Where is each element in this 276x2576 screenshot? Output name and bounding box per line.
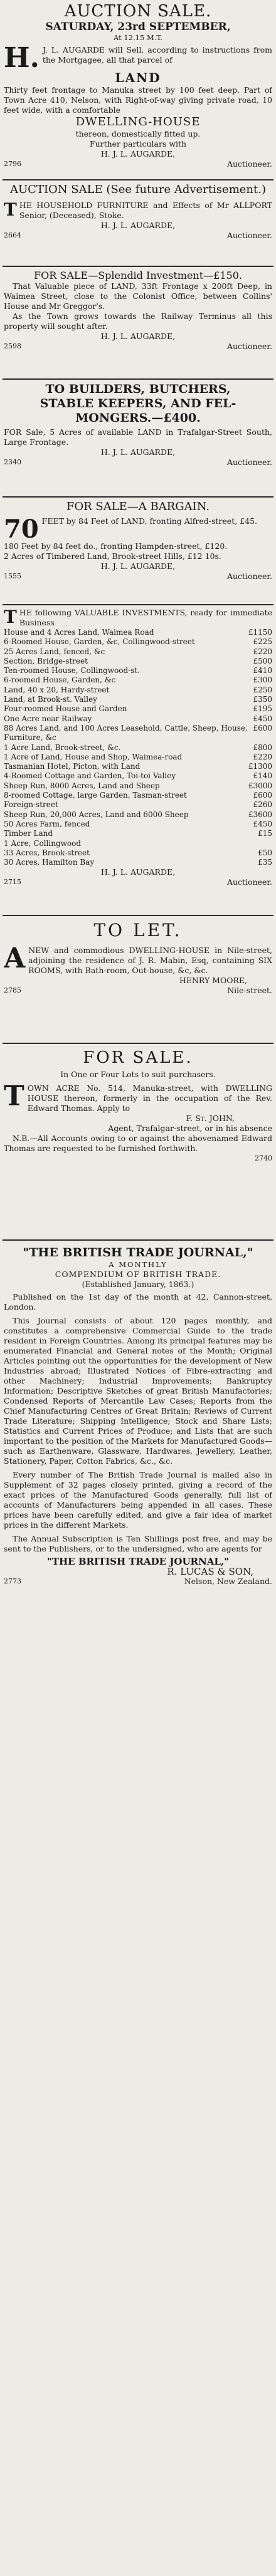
list-item: 1 Acre, Collingwood [4,838,82,848]
list-item: Tasmanian Hotel, Picton, with Land £1300 [4,762,272,771]
for-sale-town-acre-ad [4,1049,272,1237]
auctioneer-name: H. J. L. AUGARDE, [100,149,176,159]
ad-footer [4,342,272,352]
ad-body: This Journal consists of about 120 pages monthly, and constitutes a comprehensive Commercial Guide to the trade resident in Foreign Countries. Among its principal features may be enumerated Financial and General notes of the Month; Original Articles pointing out the opportunities for the development of New Industries abroad; Illustrated Notices of Fibre-extracting and other Machinery; Industrial Improvements; Bankruptcy Information; Descriptive Sketches of great British Manufactories; Condensed Reports of Mercantile Law Cases; Reports from the Chief Manufacturing Centres of Great Britain; Reviews of Current Trade Literature; Shipping Intelligence; Stock and Share Lists; Statistics and Current Prices of Produce; and Lists that are such important to the position of the Markets for Manufactured Goods—such as Earthenware, Glassware, Hardwares, Jewellery, Leather, Stationery, Paper, Cotton Fabrics, &c., &c. [4,1315,272,1466]
agents-name: R. LUCAS & SON, [167,1565,253,1577]
list-item: Four-roomed House and Garden £195 [4,704,272,714]
auctioneer-role: Auctioneer. [226,231,272,240]
agents-place: Nelson, New Zealand. [184,1576,272,1586]
ad-body: That Valuable piece of LAND, 33ft Frontage x 200ft Deep, in Waimea Street, close to the Colonist Office, between Collins' House and Mr Greggor's. [4,281,272,311]
builders-butchers-ad [4,382,272,494]
ad-footer [4,986,272,996]
ad-number: 2740 [255,1154,272,1162]
list-item: Section, Bridge-street £500 [4,656,272,665]
auctioneer-name: H. J. L. AUGARDE, [100,331,176,342]
drop-cap: T [4,1080,24,1112]
list-item: Timber Land £15 [4,829,272,838]
investment-list [4,628,272,867]
list-item: 1 Acre Land, Brook-street, &c. £800 [4,743,272,752]
ad-title-3: MONGERS.—£400. [75,410,201,425]
ad-body [4,201,272,221]
ad-title-2: STABLE KEEPERS, AND FEL- [40,396,236,410]
list-item: 88 Acres Land, and 100 Acres Leasehold, Cattle, Sheep, House, Furniture, &c £600 [4,723,272,743]
ad-body-2: Every number of The British Trade Journal is mailed also in Supplement of 32 pages closely printed, giving a record of the exact prices of the Manufactured Goods generally, full list of accounts of Manufacturers being appended in all cases. These prices have been carefully edited, and give a fair idea of market prices in the different Markets. [4,1469,272,1530]
ad-title: FOR SALE—A BARGAIN. [66,500,210,513]
ad-number: 2785 [4,986,21,994]
ad-body-2: As the Town grows towards the Railway Terminus all this property will sought after. [4,311,272,331]
divider [3,1043,273,1044]
ad-line-1 [4,514,272,544]
ad-footer [4,1154,272,1164]
for-sale-bargain-ad [4,500,272,602]
auctioneer-role: Auctioneer. [226,877,272,887]
ad-body [4,1080,272,1113]
ad-place: Nile-street. [227,985,272,995]
ad-intro [4,41,272,74]
divider [3,496,273,498]
ad-body: FOR Sale, 5 Acres of available LAND in Trafalgar-Street South, Large Frontage. [4,427,272,447]
ad-footer [4,877,272,887]
ad-subtitle: In One or Four Lots to suit purchasers. [60,1069,216,1079]
ad-number: 2598 [4,342,21,351]
ad-time: At 12.15 M.T. [113,33,163,42]
list-item: One Acre near Railway £450 [4,714,272,723]
auction-sale-manuka-ad [4,3,272,177]
divider [3,915,273,916]
publication-info: Published on the 1st day of the month at 42, Cannon-street, London. [4,1291,272,1311]
list-item: Ten-roomed House, Collingwood-st. £410 [4,666,272,675]
ad-number: 2664 [4,231,21,239]
ad-footer [4,571,272,581]
list-item: 8-roomed Cottage, large Garden, Tasman-street £600 [4,791,272,800]
auctioneer-role: Auctioneer. [226,342,272,352]
ad-footer [4,231,272,241]
ad-subtitle: A MONTHLY [109,1259,167,1269]
list-item: 33 Acres, Brook-street £50 [4,848,272,857]
list-item: 6-Roomed House, Garden, &c, Collingwood-street £225 [4,637,272,647]
list-item: Land, 40 x 20, Hardy-street £250 [4,685,272,694]
ad-number: 2796 [4,159,21,168]
auctioneer-role: Auctioneer. [226,571,272,581]
ad-title: FOR SALE. [83,1049,193,1067]
ad-date: SATURDAY, 23rd SEPTEMBER, [45,20,231,33]
ad-title: AUCTION SALE (See future Advertisement.) [10,183,266,196]
agent-name: F. St. JOHN, [186,1113,235,1123]
british-trade-journal-ad [4,1246,272,2573]
body-text: HE HOUSEHOLD FURNITURE and Effects of Mr ALLPORT Senior, (Deceased), Stoke. [19,201,272,220]
ad-footer [4,1577,272,1587]
drop-cap: A [4,942,26,974]
list-item: 30 Acres, Hamilton Bay £35 [4,858,272,867]
journal-name: "THE BRITISH TRADE JOURNAL," [47,1555,229,1567]
ad-footer [4,159,272,169]
auction-furniture-ad [4,183,272,263]
drop-cap: T [4,199,17,220]
drop-cap: H. [4,41,40,74]
list-item: 4-Roomed Cottage and Garden, Toi-toi Valley £140 [4,771,272,781]
list-item: 1 Acre of Land, House and Shop, Waimea-road £220 [4,752,272,761]
lot-title: LAND [115,70,161,85]
body-text: NEW and commodious DWELLING-HOUSE in Nile-street, adjoining the residence of J. R. Mabin, Esq, containing SIX ROOMS, with Bath-room, Out-house, &c, &c. [28,945,272,975]
auctioneer-name: H. J. L. AUGARDE, [100,221,176,230]
subscription-info: The Annual Subscription is Ten Shillings post free, and may be sent to the Publishers, or to the undersigned, who are agents for [4,1533,272,1553]
ad-body: Thirty feet frontage to Manuka street by 100 feet deep. Part of Town Acre 410, Nelson, with Right-of-way giving private road, 10 feet wide, with a comfortable [4,85,272,115]
ad-title: TO LET. [93,921,183,941]
further-text: Further particulars with [89,138,187,149]
to-let-ad [4,921,272,1040]
agent-details: Agent, Trafalgar-street, or in his absence [108,1123,272,1133]
auctioneer-name: H. J. L. AUGARDE, [100,561,176,571]
investments-list-ad [4,608,272,912]
line-text: FEET by 84 Feet of LAND, fronting Alfred-street, £45. [41,516,258,526]
drop-number: 70 [4,514,39,544]
list-item: 6-roomed House, Garden, &c £300 [4,675,272,685]
divider [3,1239,273,1241]
list-item: Sheep Run, 8000 Acres, Land and Sheep £3000 [4,781,272,790]
ad-line-2: 180 Feet by 84 feet do., fronting Hampden-street, £120. [4,541,228,551]
auctioneer-role: Auctioneer. [226,159,272,169]
ad-intro [4,608,272,628]
for-sale-investment-ad [4,269,272,376]
ad-number: 1555 [4,571,21,580]
auctioneer-name: H. J. L. AUGARDE, [100,447,176,457]
ad-title: FOR SALE—Splendid Investment—£150. [34,269,242,281]
list-item: Sheep Run, 20,000 Acres, Land and 6000 Sheep £3600 [4,810,272,819]
established: (Established January, 1863.) [82,1279,194,1289]
ad-note: N.B.—All Accounts owing to or against the abovenamed Edward Thomas are requested to be furnished forthwith. [4,1133,272,1153]
auctioneer-name: H. J. L. AUGARDE, [100,867,176,877]
advertiser-name: HENRY MOORE, [179,975,247,985]
drop-cap: T [4,608,17,627]
divider [3,266,273,267]
compendium-title: COMPENDIUM OF BRITISH TRADE. [55,1269,221,1279]
intro-text: HE following VALUABLE INVESTMENTS, ready for immediate Business [19,608,272,627]
auctioneer-role: Auctioneer. [226,457,272,467]
list-item: 50 Acres Farm, fenced £450 [4,819,272,828]
ad-title: AUCTION SALE. [64,3,212,21]
list-item: House and 4 Acres Land, Waimea Road £1150 [4,628,272,637]
ad-body [4,942,272,976]
list-item: Land, at Brook-st. Valley £350 [4,695,272,704]
ad-title-1: TO BUILDERS, BUTCHERS, [45,382,231,396]
ad-footer [4,457,272,467]
divider [3,179,273,180]
divider [3,378,273,380]
body-text: OWN ACRE No. 514, Manuka-street, with DWELLING HOUSE thereon, formerly in the occupation of the Rev. Edward Thomas. Apply to [27,1083,272,1113]
list-item: Foreign-street £260 [4,800,272,810]
ad-number: 2715 [4,878,21,887]
ad-number: 2340 [4,458,21,467]
divider [3,604,273,605]
ad-tail: thereon, domestically fitted up. [75,128,201,138]
list-item: 25 Acres Land, fenced, &c £220 [4,647,272,656]
ad-line-3: 2 Acres of Timbered Land, Brook-street Hills, £12 10s. [4,551,221,561]
ad-number: 2773 [4,1577,21,1585]
intro-text: J. L. AUGARDE will Sell, according to instructions from the Mortgagee, all that parcel of [42,44,272,65]
house-title: DWELLING-HOUSE [75,115,201,128]
ad-title: "THE BRITISH TRADE JOURNAL," [23,1246,253,1259]
